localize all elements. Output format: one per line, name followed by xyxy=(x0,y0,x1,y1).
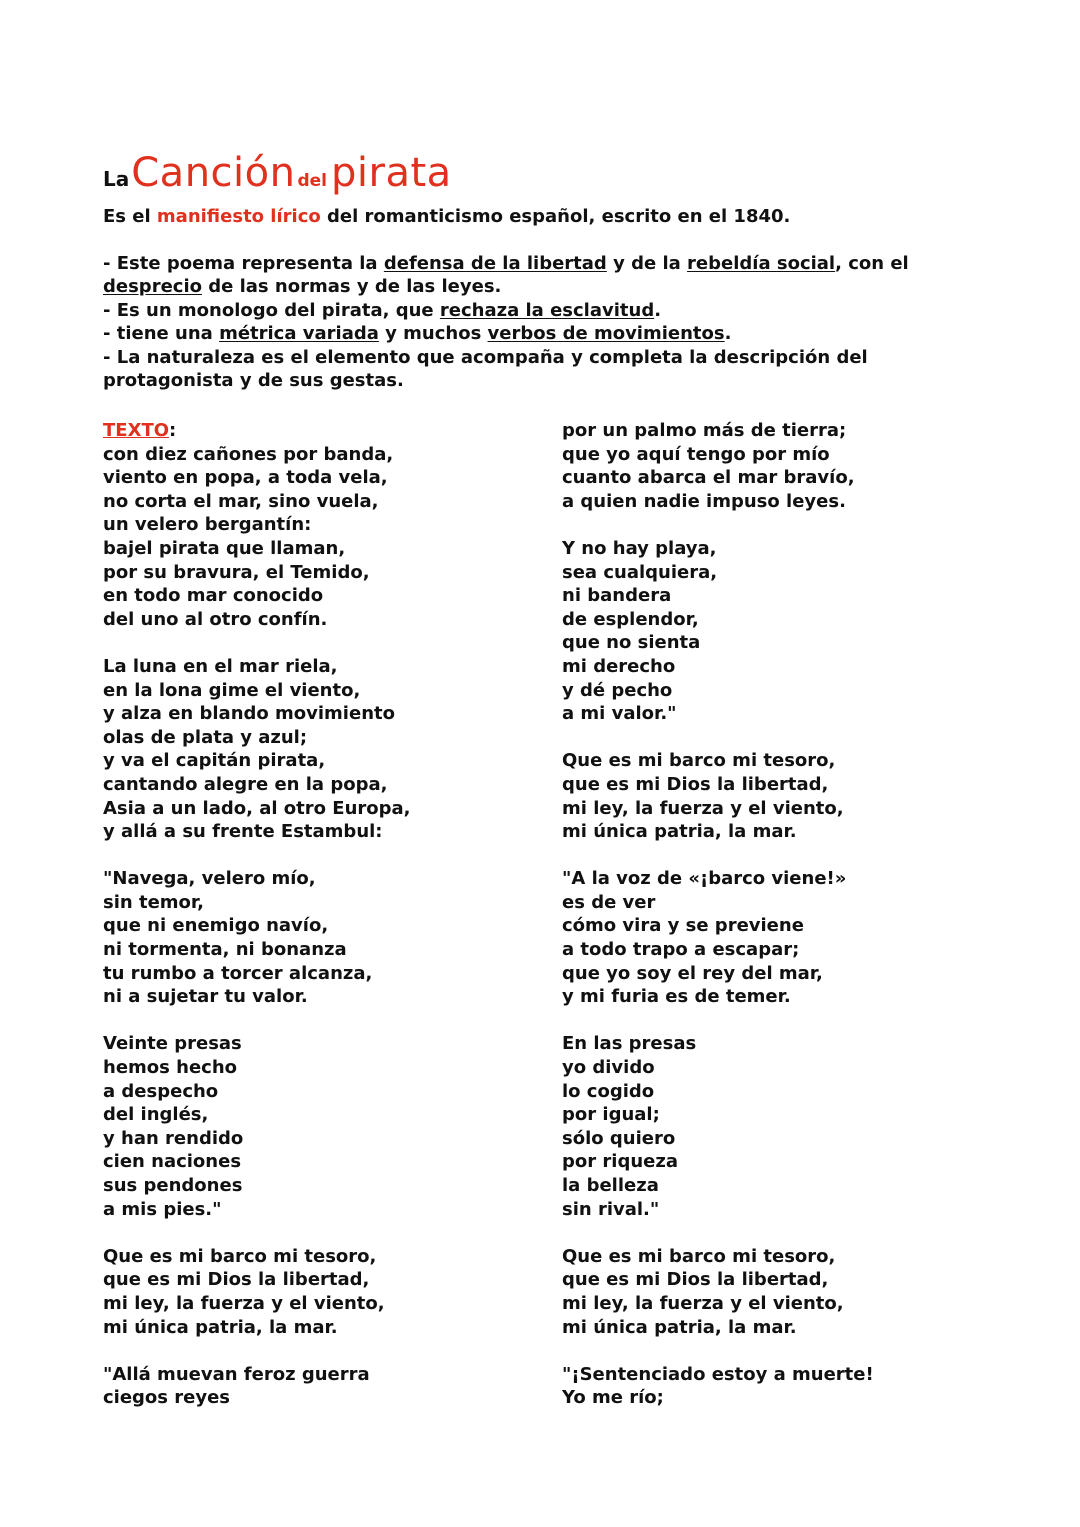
poem-line: sin rival." xyxy=(562,1198,660,1220)
title-word-pirata: pirata xyxy=(331,150,452,196)
poem-line: a quien nadie impuso leyes. xyxy=(562,490,846,512)
bullet-text: . xyxy=(724,323,732,344)
poem-line: cantando alegre en la popa, xyxy=(103,773,388,795)
poem-stanza xyxy=(103,1245,533,1339)
intro-line-1 xyxy=(103,205,933,229)
texto-label: TEXTO xyxy=(103,420,170,441)
poem-line: es de ver xyxy=(562,891,656,913)
poem-line: un velero bergantín: xyxy=(103,514,312,536)
poem-line: y mi furia es de temer. xyxy=(562,986,791,1008)
title-connector: del xyxy=(297,171,328,191)
poem-stanza xyxy=(562,749,982,843)
bullet-text: - Es un monologo del pirata, que xyxy=(103,299,440,321)
poem-line: mi ley, la fuerza y el viento, xyxy=(103,1292,385,1314)
poem-line: y alza en blando movimiento xyxy=(103,703,395,725)
poem-stanza xyxy=(562,1245,982,1339)
poem-stanza xyxy=(103,1032,533,1221)
poem-line: mi única patria, la mar. xyxy=(562,1316,797,1338)
poem-line: cien naciones xyxy=(103,1151,242,1173)
poem-line: ciegos reyes xyxy=(103,1387,231,1409)
poem-line: Asia a un lado, al otro Europa, xyxy=(103,797,411,819)
poem-line: olas de plata y azul; xyxy=(103,726,308,748)
poem-line: que es mi Dios la libertad, xyxy=(562,1269,829,1291)
poem-line: por un palmo más de tierra; xyxy=(562,420,847,441)
poem-line: "Allá muevan feroz guerra xyxy=(103,1363,370,1385)
poem-stanza xyxy=(562,1363,982,1410)
poem-line: con diez cañones por banda, xyxy=(103,443,394,465)
poem-stanza xyxy=(562,867,982,1009)
poem-line: Que es mi barco mi tesoro, xyxy=(562,1245,836,1267)
underlined-term: verbos de movimientos xyxy=(487,323,725,344)
bullet-4 xyxy=(103,346,933,393)
poem-line: que no sienta xyxy=(562,632,701,654)
title-prefix: La xyxy=(103,167,130,191)
poem-line: y dé pecho xyxy=(562,679,673,701)
poem-line: en la lona gime el viento, xyxy=(103,679,361,701)
poem-line: lo cogido xyxy=(562,1080,655,1102)
poem-stanza xyxy=(562,1032,982,1221)
poem-line: a todo trapo a escapar; xyxy=(562,939,800,961)
underlined-term: desprecio xyxy=(103,276,202,297)
poem-line: y han rendido xyxy=(103,1127,244,1149)
underlined-term: rebeldía social xyxy=(687,252,836,274)
bullet-text: y muchos xyxy=(378,323,488,344)
poem-line: que es mi Dios la libertad, xyxy=(103,1269,370,1291)
poem-line: no corta el mar, sino vuela, xyxy=(103,490,379,512)
bullet-text: - Este poema representa la xyxy=(103,252,384,274)
poem-line: viento en popa, a toda vela, xyxy=(103,467,388,489)
intro-section xyxy=(103,205,933,393)
poem-line: ni tormenta, ni bonanza xyxy=(103,939,347,961)
poem-line: del inglés, xyxy=(103,1104,209,1126)
poem-line: Y no hay playa, xyxy=(562,537,717,559)
poem-line: por riqueza xyxy=(562,1151,678,1173)
poem-line: y allá a su frente Estambul: xyxy=(103,821,383,843)
poem-line: la belleza xyxy=(562,1175,659,1196)
bullet-text: , con el xyxy=(835,252,909,274)
poem-line: a mi valor." xyxy=(562,703,677,725)
poem-line: ni bandera xyxy=(562,585,672,607)
texto-colon: : xyxy=(169,420,177,441)
poem-line: Yo me río; xyxy=(562,1387,664,1409)
bullet-text: de las normas y de las leyes. xyxy=(201,276,502,297)
poem-line: por igual; xyxy=(562,1104,660,1126)
poem-line: mi única patria, la mar. xyxy=(103,1316,338,1338)
poem-line: "Navega, velero mío, xyxy=(103,868,316,890)
poem-line: ni a sujetar tu valor. xyxy=(103,986,308,1008)
poem-line: hemos hecho xyxy=(103,1057,237,1079)
poem-line: yo divido xyxy=(562,1057,655,1079)
poem-line: cuanto abarca el mar bravío, xyxy=(562,467,855,489)
poem-line: que ni enemigo navío, xyxy=(103,915,329,937)
poem-line: mi derecho xyxy=(562,655,676,677)
poem-column-left xyxy=(103,419,533,1434)
poem-line: que yo aquí tengo por mío xyxy=(562,443,830,465)
poem-line: mi única patria, la mar. xyxy=(562,821,797,843)
poem-stanza xyxy=(103,655,533,844)
poem-line: Que es mi barco mi tesoro, xyxy=(562,750,836,772)
poem-stanza xyxy=(562,537,982,726)
bullet-text: - tiene una xyxy=(103,323,220,344)
poem-column-right xyxy=(562,419,982,1434)
poem-line: La luna en el mar riela, xyxy=(103,655,338,677)
poem-line: "A la voz de «¡barco viene!» xyxy=(562,868,847,890)
bullet-3 xyxy=(103,322,933,346)
texto-heading xyxy=(103,419,533,443)
poem-line: que es mi Dios la libertad, xyxy=(562,773,829,795)
bullet-1 xyxy=(103,252,933,299)
poem-line: a mis pies." xyxy=(103,1198,222,1220)
bullet-text: . xyxy=(654,299,662,321)
poem-stanza xyxy=(103,443,533,632)
poem-line: mi ley, la fuerza y el viento, xyxy=(562,1292,844,1314)
poem-line: Veinte presas xyxy=(103,1033,242,1055)
poem-line: del uno al otro confín. xyxy=(103,608,328,630)
highlight-manifiesto: manifiesto lírico xyxy=(156,206,321,227)
poem-line: sus pendones xyxy=(103,1175,243,1196)
poem-line: en todo mar conocido xyxy=(103,585,324,607)
bullet-text: y de la xyxy=(606,252,688,274)
poem-line: a despecho xyxy=(103,1080,219,1102)
poem-line: y va el capitán pirata, xyxy=(103,750,326,772)
underlined-term: defensa de la libertad xyxy=(383,252,607,274)
intro-text: del romanticismo español, escrito en el 1840. xyxy=(320,206,791,227)
poem-line: bajel pirata que llaman, xyxy=(103,537,346,559)
title-word-cancion: Canción xyxy=(131,150,296,196)
poem-line: por su bravura, el Temido, xyxy=(103,561,370,583)
page-title xyxy=(103,150,454,196)
bullet-2 xyxy=(103,299,933,323)
underlined-term: métrica variada xyxy=(219,323,379,344)
poem-stanza xyxy=(562,419,982,513)
poem-line: sólo quiero xyxy=(562,1127,676,1149)
poem-line: tu rumbo a torcer alcanza, xyxy=(103,962,373,984)
bullet-text: - La naturaleza es el elemento que acompaña y completa la descripción del xyxy=(103,346,868,368)
poem-line: de esplendor, xyxy=(562,608,699,630)
poem-line: cómo vira y se previene xyxy=(562,915,804,937)
poem-line: que yo soy el rey del mar, xyxy=(562,962,823,984)
intro-text: Es el xyxy=(103,206,157,227)
bullet-text: protagonista y de sus gestas. xyxy=(103,370,404,391)
poem-line: Que es mi barco mi tesoro, xyxy=(103,1245,377,1267)
poem-line: En las presas xyxy=(562,1033,697,1055)
poem-line: sin temor, xyxy=(103,891,204,913)
poem-line: sea cualquiera, xyxy=(562,561,718,583)
underlined-term: rechaza la esclavitud xyxy=(439,299,655,321)
poem-stanza xyxy=(103,867,533,1009)
poem-line: mi ley, la fuerza y el viento, xyxy=(562,797,844,819)
poem-stanza xyxy=(103,1363,533,1410)
poem-line: "¡Sentenciado estoy a muerte! xyxy=(562,1363,874,1385)
